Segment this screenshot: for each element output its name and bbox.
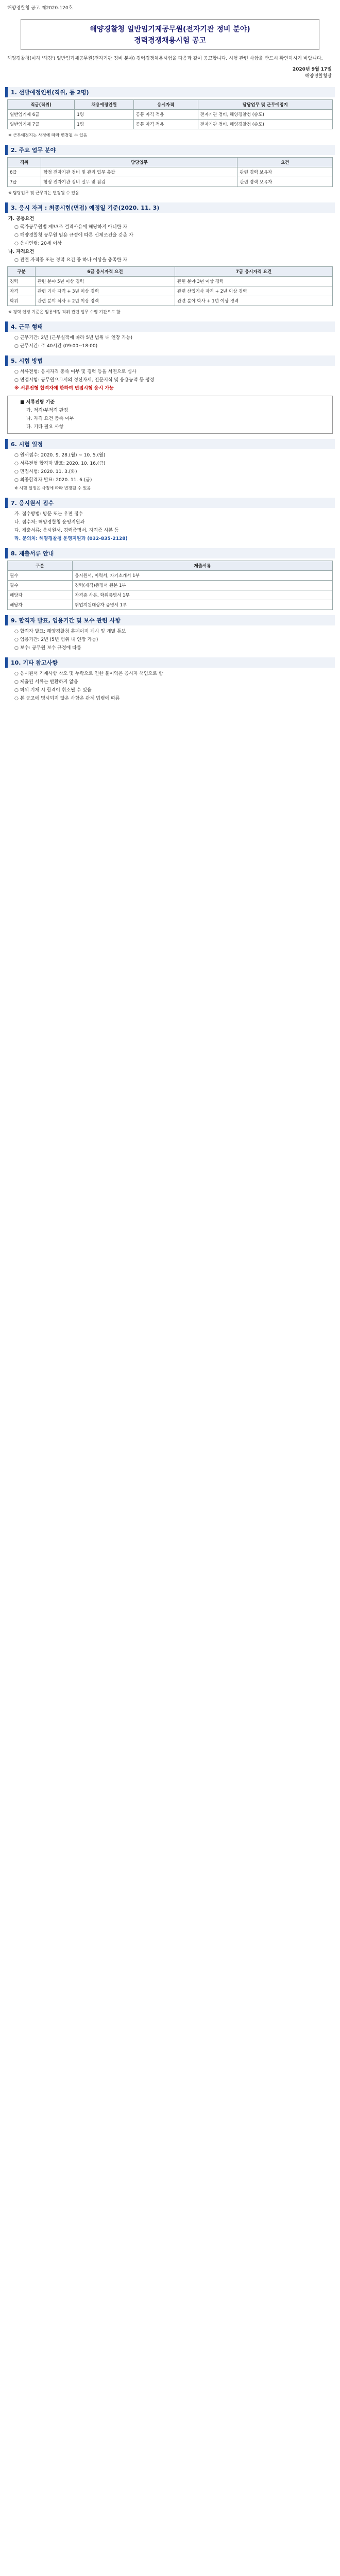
table-row	[8, 571, 333, 581]
section-3-line: ○ 국가공무원법 제33조 결격사유에 해당하지 아니한 자	[14, 225, 128, 230]
section-7-heading	[5, 498, 335, 508]
table-header: 구분	[8, 267, 36, 277]
section-1-heading	[5, 87, 335, 97]
table-cell: 공통 자격 적용	[133, 110, 198, 120]
section-8-heading	[5, 548, 335, 558]
table-cell: 자격	[8, 286, 36, 296]
table-cell: 함정 전자기관 정비 및 관리 업무 총괄	[41, 167, 237, 177]
section-4-heading	[5, 321, 335, 332]
table-row	[8, 177, 333, 187]
section-10-title: 10. 기타 참고사항	[5, 657, 335, 668]
box-title: ■ 서류전형 기준	[20, 400, 55, 405]
table-cell: 자격증 사본, 학위증명서 1부	[73, 590, 333, 600]
table-cell: 관련 경력 보유자	[237, 177, 333, 187]
table-cell: 함정 전자기관 정비 실무 및 점검	[41, 177, 237, 187]
table-cell: 관련 분야 5년 이상 경력	[35, 277, 175, 286]
table-cell: 일반임기제 6급	[8, 110, 75, 120]
table-cell: 전자기관 정비, 해양경찰청 (송도)	[198, 120, 332, 129]
section-3-line: 나. 자격요건	[8, 249, 35, 255]
section-5-title: 5. 시험 방법	[5, 355, 335, 366]
table-row	[8, 286, 333, 296]
section-7-line: 라. 문의처: 해양경찰청 운영지원과 (032-835-2128)	[14, 536, 128, 541]
section-3-line: ○ 관련 자격증 또는 경력 요건 중 하나 이상을 충족한 자	[14, 258, 128, 263]
table-cell: 일반임기제 7급	[8, 120, 75, 129]
section-9-line: ○ 임용기간: 2년 (5년 범위 내 연장 가능)	[14, 637, 98, 642]
section-9-title: 9. 합격자 발표, 임용기간 및 보수 관련 사항	[5, 615, 335, 625]
table-header: 직급(직위)	[8, 100, 75, 110]
table-row	[8, 120, 333, 129]
section-3-line: 가. 공통요건	[8, 216, 35, 222]
table-header: 제출서류	[73, 561, 333, 571]
table-cell: 6급	[8, 167, 41, 177]
section-4-line: ○ 근무시간: 주 40시간 (09:00~18:00)	[14, 344, 98, 349]
section-6-line: ○ 최종합격자 발표: 2020. 11. 6.(금)	[14, 478, 92, 483]
section-2-title: 2. 주요 업무 분야	[5, 145, 335, 155]
table-row	[8, 296, 333, 306]
section-3-line: ○ 해양경찰청 공무원 임용 규정에 따른 신체조건을 갖춘 자	[14, 233, 133, 238]
table-cell: 해당자	[8, 590, 73, 600]
table-cell: 필수	[8, 571, 73, 581]
section-2-heading	[5, 145, 335, 155]
section-9-heading	[5, 615, 335, 625]
section-3-line: ○ 응시연령: 20세 이상	[14, 241, 62, 246]
section-10-line: ○ 제출된 서류는 반환하지 않음	[14, 680, 78, 685]
section-6-title: 6. 시험 일정	[5, 439, 335, 449]
section-5-box	[7, 396, 333, 434]
notice-header	[0, 0, 340, 14]
table-row	[8, 600, 333, 610]
section-1-note: ※ 근무예정지는 사정에 따라 변경될 수 있음	[8, 133, 88, 138]
section-7-title: 7. 응시원서 접수	[5, 498, 335, 508]
section-10-line: ○ 본 공고에 명시되지 않은 사항은 관계 법령에 따름	[14, 696, 120, 701]
table-header: 요건	[237, 158, 333, 167]
section-6-heading	[5, 439, 335, 449]
table-header: 6급 응시자격 요건	[35, 267, 175, 277]
section-5-line: ○ 서류전형: 응시자격 충족 여부 및 경력 등을 서면으로 심사	[14, 369, 137, 375]
table-cell: 관련 분야 학사 + 1년 이상 경력	[175, 296, 333, 306]
section-5-line: ○ 면접시험: 공무원으로서의 정신자세, 전문지식 및 응용능력 등 평정	[14, 378, 155, 383]
title-line-1: 해양경찰청 일반임기제공무원(전자기관 정비 분야)	[90, 25, 250, 33]
section-6-line: ○ 원서접수: 2020. 9. 28.(월) ~ 10. 5.(월)	[14, 453, 106, 458]
notice-title	[21, 19, 319, 50]
table-header: 구분	[8, 561, 73, 571]
section-2-note: ※ 담당업무 및 근무지는 변경될 수 있음	[8, 191, 79, 195]
section-3-note: ※ 경력 인정 기준은 임용예정 직위 관련 업무 수행 기간으로 함	[8, 310, 121, 314]
table-cell: 관련 분야 석사 + 2년 이상 경력	[35, 296, 175, 306]
section-5-line: ※ 서류전형 합격자에 한하여 면접시험 응시 가능	[14, 386, 114, 391]
section-4-title: 4. 근무 형태	[5, 321, 335, 332]
table-header: 담당업무 및 근무예정지	[198, 100, 332, 110]
table-cell: 1명	[75, 120, 133, 129]
table-cell: 해당자	[8, 600, 73, 610]
table-cell: 전자기관 정비, 해양경찰청 (송도)	[198, 110, 332, 120]
notice-date: 2020년 9월 17일	[292, 67, 332, 72]
table-cell: 7급	[8, 177, 41, 187]
table-cell: 응시원서, 이력서, 자기소개서 1부	[73, 571, 333, 581]
section-10-line: ○ 허위 기재 시 합격이 취소될 수 있음	[14, 688, 92, 693]
table-cell: 관련 기사 자격 + 3년 이상 경력	[35, 286, 175, 296]
section-2-table	[7, 157, 333, 187]
table-header: 담당업무	[41, 158, 237, 167]
table-cell: 필수	[8, 581, 73, 590]
table-cell: 경력(재직)증명서 원본 1부	[73, 581, 333, 590]
table-cell: 관련 경력 보유자	[237, 167, 333, 177]
table-cell: 관련 분야 3년 이상 경력	[175, 277, 333, 286]
section-7-line: 다. 제출서류: 응시원서, 경력증명서, 자격증 사본 등	[14, 528, 119, 533]
section-9-line: ○ 보수: 공무원 보수 규정에 따름	[14, 646, 81, 651]
table-cell: 취업지원대상자 증명서 1부	[73, 600, 333, 610]
section-1-title: 1. 선발예정인원(직위, 등 2명)	[5, 87, 335, 97]
table-header: 직위	[8, 158, 41, 167]
intro-text: 해양경찰청(이하 '해경') 일반임기제공무원(전자기관 정비 분야) 경력경쟁채용시험을 다음과 같이 공고합니다. 시험 관련 사항을 반드시 확인하시기 바랍니다.	[7, 56, 323, 61]
section-6-line: ※ 시험 일정은 사정에 따라 변경될 수 있음	[14, 486, 91, 490]
box-line: 나. 자격 요건 충족 여부	[26, 416, 74, 421]
section-7-line: 가. 접수방법: 방문 또는 우편 접수	[14, 512, 83, 517]
section-3-table	[7, 266, 333, 306]
notice-signer: 해양경찰청장	[304, 74, 332, 79]
table-header: 응시자격	[133, 100, 198, 110]
section-3-heading	[5, 202, 335, 213]
table-header: 채용예정인원	[75, 100, 133, 110]
notice-number: 해양경찰청 공고 제2020-120호	[7, 6, 73, 11]
section-10-line: ○ 응시원서 기재사항 착오 및 누락으로 인한 불이익은 응시자 책임으로 함	[14, 671, 163, 676]
table-row	[8, 590, 333, 600]
section-7-line: 나. 접수처: 해양경찰청 운영지원과	[14, 520, 85, 525]
section-8-table	[7, 561, 333, 610]
table-cell: 1명	[75, 110, 133, 120]
section-3-title: 3. 응시 자격 : 최종시험(면접) 예정일 기준(2020. 11. 3)	[5, 202, 335, 213]
section-1-table	[7, 99, 333, 129]
table-cell: 관련 산업기사 자격 + 2년 이상 경력	[175, 286, 333, 296]
table-header: 7급 응시자격 요건	[175, 267, 333, 277]
table-row	[8, 110, 333, 120]
section-9-line: ○ 합격자 발표: 해양경찰청 홈페이지 게시 및 개별 통보	[14, 629, 126, 634]
section-6-line: ○ 서류전형 합격자 발표: 2020. 10. 16.(금)	[14, 461, 106, 466]
section-4-line: ○ 근무기간: 2년 (근무실적에 따라 5년 범위 내 연장 가능)	[14, 335, 132, 341]
box-line: 가. 적격/부적격 판정	[26, 408, 69, 413]
section-6-line: ○ 면접시험: 2020. 11. 3.(화)	[14, 469, 77, 474]
box-line: 다. 기타 필요 사항	[26, 425, 64, 430]
table-row	[8, 277, 333, 286]
table-cell: 학위	[8, 296, 36, 306]
section-8-title: 8. 제출서류 안내	[5, 548, 335, 558]
table-cell: 경력	[8, 277, 36, 286]
table-row	[8, 167, 333, 177]
title-line-2: 경력경쟁채용시험 공고	[133, 37, 207, 45]
section-5-heading	[5, 355, 335, 366]
section-10-heading	[5, 657, 335, 668]
table-cell: 공통 자격 적용	[133, 120, 198, 129]
table-row	[8, 581, 333, 590]
